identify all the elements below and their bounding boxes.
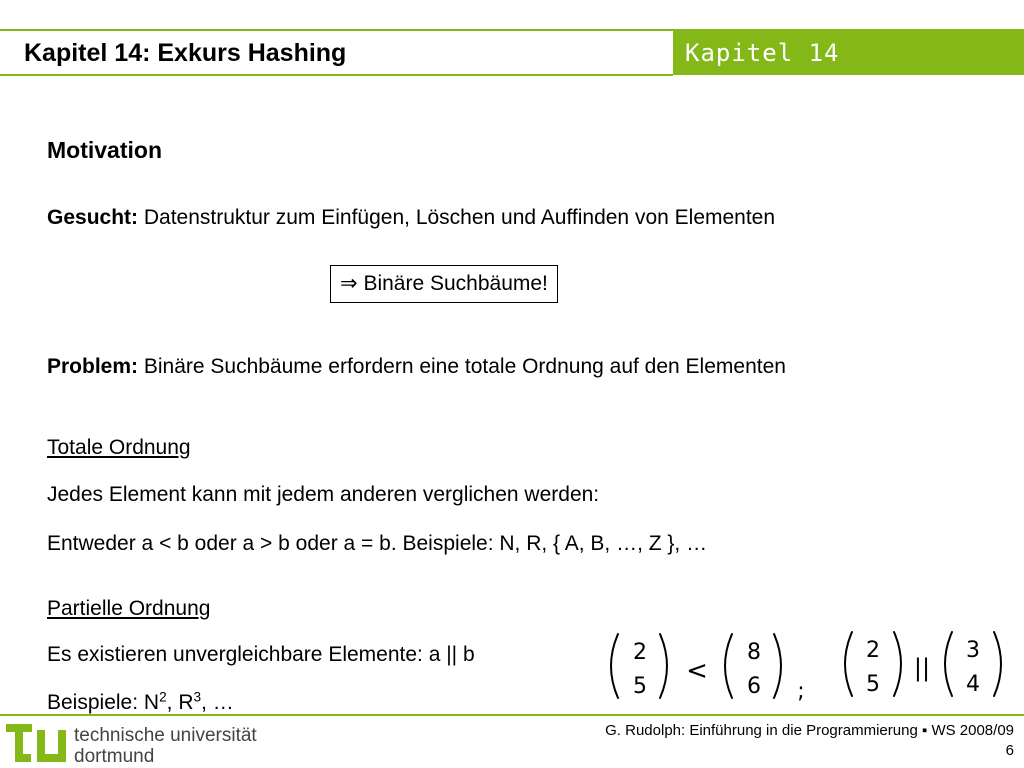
slide-title: Kapitel 14: Exkurs Hashing xyxy=(24,39,347,67)
vector-comparison-figure xyxy=(600,626,1020,706)
left-paren xyxy=(611,634,618,698)
vector2-top: 8 xyxy=(747,640,761,665)
chapter-tag: Kapitel 14 xyxy=(673,31,1024,75)
problem-text: Binäre Suchbäume erfordern eine totale Ordnung auf den Elementen xyxy=(138,355,786,378)
partial-order-heading: Partielle Ordnung xyxy=(47,597,211,620)
left-paren xyxy=(845,632,852,696)
university-name-line2: dortmund xyxy=(74,746,155,767)
tu-logo-icon xyxy=(6,720,68,764)
gesucht-text: Datenstruktur zum Einfügen, Löschen und Auffinden von Elementen xyxy=(138,206,776,229)
boxed-text: Binäre Suchbäume! xyxy=(357,272,548,295)
implies-arrow-icon: ⇒ xyxy=(340,271,358,295)
partial-examples-mid: , R xyxy=(166,691,194,714)
right-paren xyxy=(994,632,1001,696)
vector4-top: 3 xyxy=(966,638,980,663)
total-order-line2: Entweder a < b oder a > b oder a = b. Beispiele: N, R, { A, B, …, Z }, … xyxy=(47,532,708,555)
total-order-line1: Jedes Element kann mit jedem anderen verglichen werden: xyxy=(47,483,600,506)
gesucht-label: Gesucht: xyxy=(47,206,139,229)
footer-credit: G. Rudolph: Einführung in die Programmierung ▪ WS 2008/09 xyxy=(605,722,1014,739)
left-paren xyxy=(725,634,732,698)
header-bottom-line xyxy=(0,74,673,76)
partial-examples-suffix: , … xyxy=(201,691,234,714)
right-paren xyxy=(660,634,667,698)
right-paren xyxy=(894,632,901,696)
total-order-heading: Totale Ordnung xyxy=(47,436,191,459)
problem-line xyxy=(47,354,786,380)
left-paren xyxy=(945,632,952,696)
university-name-line1: technische universität xyxy=(74,725,257,746)
problem-label: Problem: xyxy=(47,355,139,378)
partial-order-line2 xyxy=(47,690,234,716)
gesucht-line xyxy=(47,205,775,231)
vector3-bottom: 5 xyxy=(866,672,880,697)
right-paren xyxy=(774,634,781,698)
footer-line xyxy=(0,714,1024,716)
partial-order-line1: Es existieren unvergleichbare Elemente: a || b xyxy=(47,643,475,666)
separator: ; xyxy=(797,679,805,704)
partial-examples-prefix: Beispiele: N xyxy=(47,691,160,714)
vector3-top: 2 xyxy=(866,638,880,663)
exponent-2: 2 xyxy=(159,689,167,705)
section-heading: Motivation xyxy=(47,137,162,163)
vector4-bottom: 4 xyxy=(966,672,980,697)
vector2-bottom: 6 xyxy=(747,674,761,699)
exponent-3: 3 xyxy=(193,689,202,705)
vector1-bottom: 5 xyxy=(633,674,647,699)
less-than-relation: < xyxy=(686,656,708,686)
vector1-top: 2 xyxy=(633,640,647,665)
page-number: 6 xyxy=(1005,742,1014,759)
incomparable-relation: || xyxy=(913,654,931,682)
boxed-conclusion xyxy=(330,265,558,303)
